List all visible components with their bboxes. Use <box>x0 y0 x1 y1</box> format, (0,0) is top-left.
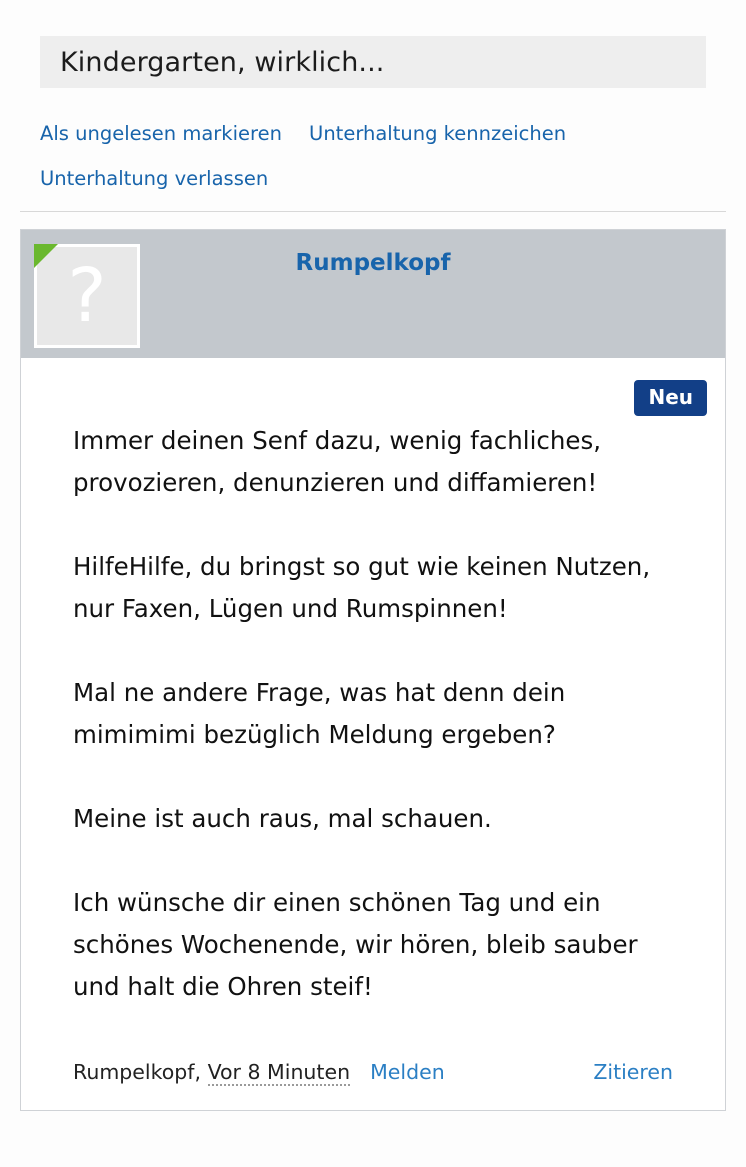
actions-row-primary <box>40 112 706 157</box>
avatar-placeholder-icon: ? <box>67 253 107 339</box>
leave-conversation-link[interactable]: Unterhaltung verlassen <box>40 167 269 190</box>
post-header <box>21 230 725 358</box>
actions-row-secondary <box>40 157 706 202</box>
flag-conversation-link[interactable]: Unterhaltung kennzeichen <box>309 122 567 145</box>
conversation-actions <box>40 112 706 202</box>
message-paragraph: Immer deinen Senf dazu, wenig fachliches, provozieren, denunzieren und diffamieren! <box>73 426 601 497</box>
message-paragraph: Ich wünsche dir einen schönen Tag und ein schönes Wochenende, wir hören, bleib sauber und halt die Ohren steif! <box>73 888 638 1001</box>
post-footer <box>21 1008 725 1110</box>
message-paragraph: Meine ist auch raus, mal schauen. <box>73 804 492 833</box>
post-author-link[interactable]: Rumpelkopf <box>295 250 451 276</box>
thread-title-bar <box>40 36 706 88</box>
message-paragraph: Mal ne andere Frage, was hat denn dein mimimimi bezüglich Meldung ergeben? <box>73 678 566 749</box>
status-badge: Neu <box>634 380 707 416</box>
page-title: Kindergarten, wirklich... <box>60 46 385 78</box>
post-meta <box>73 1060 350 1084</box>
message-paragraph: HilfeHilfe, du bringst so gut wie keinen Nutzen, nur Faxen, Lügen und Rumspinnen! <box>73 552 651 623</box>
mark-unread-link[interactable]: Als ungelesen markieren <box>40 122 282 145</box>
post-footer-author: Rumpelkopf, <box>73 1060 202 1084</box>
post-timestamp[interactable]: Vor 8 Minuten <box>207 1060 351 1084</box>
post-body <box>21 358 725 1110</box>
quote-post-link[interactable]: Zitieren <box>593 1060 673 1084</box>
report-post-link[interactable]: Melden <box>370 1060 445 1084</box>
section-divider <box>20 211 726 212</box>
post-message <box>21 358 725 1008</box>
post-card <box>20 229 726 1111</box>
